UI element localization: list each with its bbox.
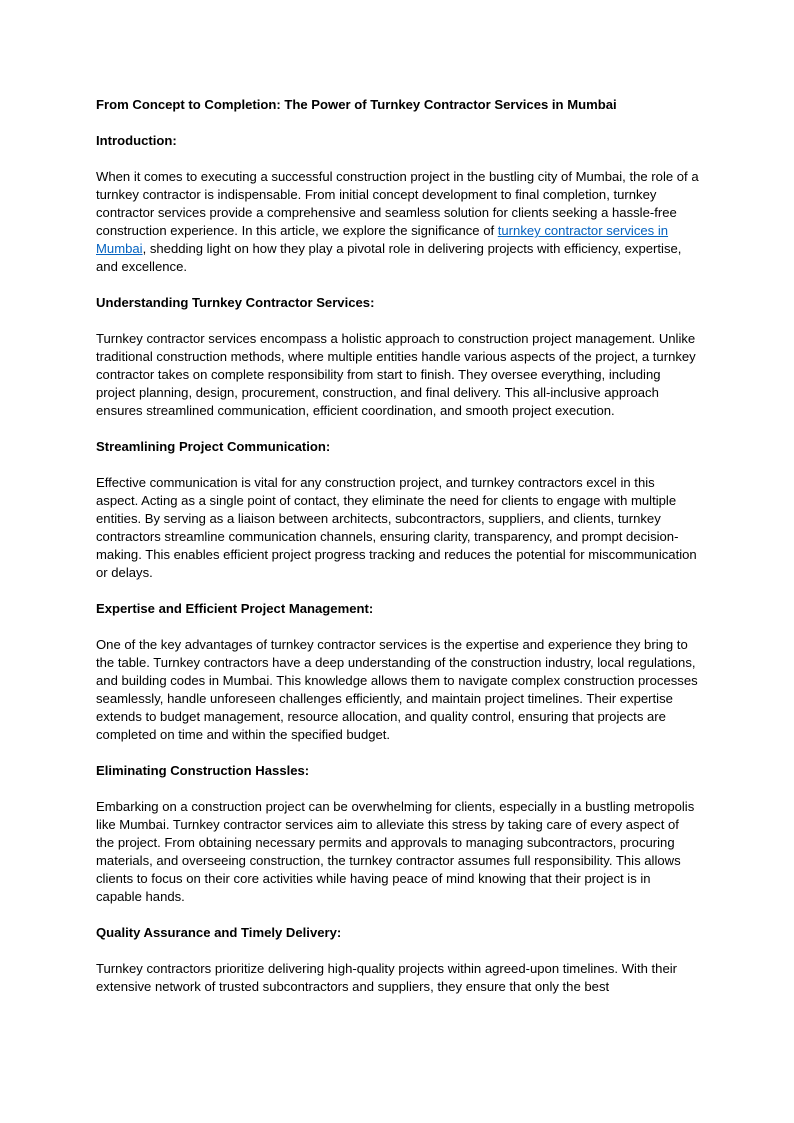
section-paragraph: Turnkey contractors prioritize delivering high-quality projects within agreed-upon timelines. With their extensive network of trusted subcontractors and suppliers, they ensure that only the best xyxy=(96,961,677,994)
section-paragraph: Turnkey contractor services encompass a holistic approach to construction project management. Unlike traditional construction methods, where multiple entities handle various aspects of the project, a turnkey contractor takes on complete responsibility from start to finish. They oversee everything, including project planning, design, procurement, construction, and final delivery. This all-inclusive approach ensures streamlined communication, efficient coordination, and smooth project execution. xyxy=(96,331,696,418)
section-heading: Streamlining Project Communication: xyxy=(96,439,331,454)
section-paragraph: One of the key advantages of turnkey contractor services is the expertise and experience they bring to the table. Turnkey contractors have a deep understanding of the construction industry, local regulations, and building codes in Mumbai. This knowledge allows them to navigate complex construction processes seamlessly, handle unforeseen challenges efficiently, and maintain project timelines. Their expertise extends to budget management, resource allocation, and quality control, ensuring that projects are completed on time and within the specified budget. xyxy=(96,637,698,742)
intro-text-after-link: , shedding light on how they play a pivotal role in delivering projects with efficiency, expertise, and excellence. xyxy=(96,241,682,274)
section-heading: Eliminating Construction Hassles: xyxy=(96,763,310,778)
section-heading: Expertise and Efficient Project Management: xyxy=(96,601,374,616)
intro-text-before-link: When it comes to executing a successful construction project in the bustling city of Mumbai, the role of a turnkey contractor is indispensable. From initial concept development to final completion, turnkey contractor services provide a comprehensive and seamless solution for clients seeking a hassle-free construction experience. In this article, we explore the significance of xyxy=(96,169,699,238)
section-heading: Quality Assurance and Timely Delivery: xyxy=(96,925,342,940)
section-paragraph: Embarking on a construction project can be overwhelming for clients, especially in a bustling metropolis like Mumbai. Turnkey contractor services aim to alleviate this stress by taking care of every aspect of the project. From obtaining necessary permits and approvals to managing subcontractors, procuring materials, and overseeing construction, the turnkey contractor assumes full responsibility. This allows clients to focus on their core activities while having peace of mind knowing that their project is in capable hands. xyxy=(96,799,695,904)
section-heading-introduction: Introduction: xyxy=(96,133,177,148)
document-body xyxy=(96,96,700,1014)
turnkey-services-link[interactable]: turnkey contractor services in Mumbai xyxy=(96,223,669,256)
section-paragraph: Effective communication is vital for any construction project, and turnkey contractors excel in this aspect. Acting as a single point of contact, they eliminate the need for clients to engage with multiple entities. By serving as a liaison between architects, subcontractors, suppliers, and clients, turnkey contractors streamline communication channels, ensuring clarity, transparency, and prompt decision-making. This enables efficient project progress tracking and reduces the potential for miscommunication or delays. xyxy=(96,475,697,580)
document-title: From Concept to Completion: The Power of Turnkey Contractor Services in Mumbai xyxy=(96,97,617,112)
intro-paragraph xyxy=(96,168,700,276)
section-heading: Understanding Turnkey Contractor Services: xyxy=(96,295,375,310)
